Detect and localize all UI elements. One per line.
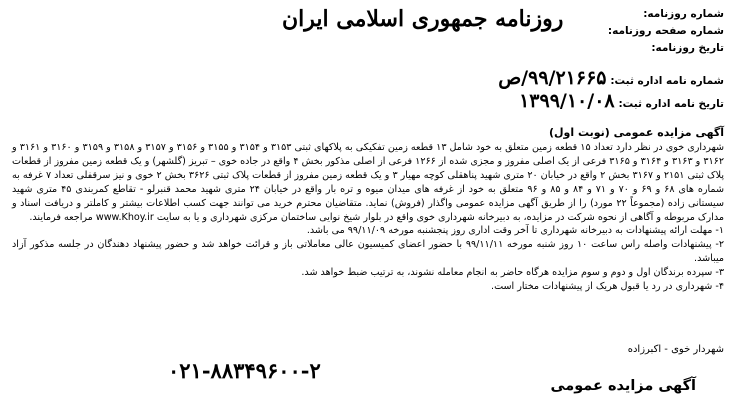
registration-number-value: ۹۹/۲۱۶۶۵/ص [498, 67, 607, 89]
notice-item-2: ۲- پیشنهادات واصله راس ساعت ۱۰ روز شنبه مورخه ۹۹/۱۱/۱۱ با حضور اعضای کمیسیون عالی معاملاتی باز و قرائت خواهد شد و حضور پیشنهاد دهندگان در جلسه مذکور آزاد میباشد. [12, 239, 725, 265]
newspaper-name: روزنامه جمهوری اسلامی ایران [282, 6, 564, 32]
notice-item-4: ۴- شهرداری در رد یا قبول هریک از پیشنهادات مختار است. [491, 281, 724, 293]
registration-date-value: ۱۳۹۹/۱۰/۰۸ [519, 90, 615, 112]
notice-intro: شهرداری خوی در نظر دارد تعداد ۱۵ قطعه زمین متعلق به خود شامل ۱۳ قطعه زمین تفکیکی به پلاکهای ثبتی ۳۱۵۳ و ۳۱۵۴ و ۳۱۵۵ و ۳۱۵۶ و ۳۱۵۷ و ۳۱۵۸ و ۳۱۵۹ و ۳۱۶۰ و ۳۱۶۱ و ۳۱۶۲ و ۳۱۶۳ و ۳۱۶۴ و ۳۱۶۵ فرعی از یک اصلی مفروز و مجزی شده از ۱۲۶۶ فرعی از اصلی مذکور بخش ۴ واقع در جاده خوی – تبریز (گلشهر) و یک قطعه زمین مفروز از قطعات پلاک ثبتی ۲۱۵۱ و ۳۱۶۷ بخش ۲ واقع در خیابان ۲۰ متری شهید پناهقلی کوچه مهیار ۳ و یک قطعه زمین مفروز از قطعات پلاک ثبتی ۳۶۲۶ بخش ۲ خوی و نیز سرقفلی تعداد ۷ غرفه به شماره های ۶۸ و ۶۹ و ۷۰ و ۷۱ و ۸۴ و ۸۵ و ۹۶ متعلق به خود از غرفه های میدان میوه و تره بار واقع در خیابان ۲۴ متری شهید محمد قنبرلو - تقاطع کمربندی ۴۵ متری شهید سیستانی زاده (مجموعاً ۲۲ مورد) را از طریق آگهی مزایده عمومی واگذار (فروش) نماید. متقاضیان محترم خرید می توانند جهت کسب اطلاعات بیشتر و کاملتر و دریافت اسناد و مدارک مربوطه و آگاهی از نحوه شرکت در مزایده، به دبیرخانه شهرداری خوی واقع در بلوار شیخ نوایی ساختمان مرکزی شهرداری و یا به سایت www.Khoy.ir مراجعه فرمایند. [12, 142, 725, 223]
newspaper-date-label: تاریخ روزنامه: [651, 42, 724, 54]
notice-item-3: ۳- سپرده برندگان اول و دوم و سوم مزایده هرگاه حاضر به انجام معامله نشوند، به ترتیب ضبط خواهد شد. [301, 267, 724, 279]
registration-date-label: تاریخ نامه اداره ثبت: [618, 98, 724, 110]
newspaper-page-label: شماره صفحه روزنامه: [607, 25, 724, 37]
footer-title: آگهی مزایده عمومی [550, 378, 696, 394]
registration-date [519, 90, 724, 112]
phone-number: ۰۲۱-۸۸۳۴۹۶۰۰-۲ [168, 358, 321, 383]
notice-body [12, 141, 724, 294]
registration-number-label: شماره نامه اداره ثبت: [610, 75, 724, 87]
notice-title: آگهی مزایده عمومی (نوبت اول) [548, 126, 724, 139]
signer: شهردار خوی - اکبرزاده [627, 344, 724, 355]
registration-number [498, 67, 724, 89]
notice-item-1: ۱- مهلت ارائه پیشنهادات به دبیرخانه شهرداری تا آخر وقت اداری روز پنجشنبه مورخه ۹۹/۱۱/۰۹ می باشد. [306, 225, 724, 237]
newspaper-number-label: شماره روزنامه: [643, 8, 724, 20]
